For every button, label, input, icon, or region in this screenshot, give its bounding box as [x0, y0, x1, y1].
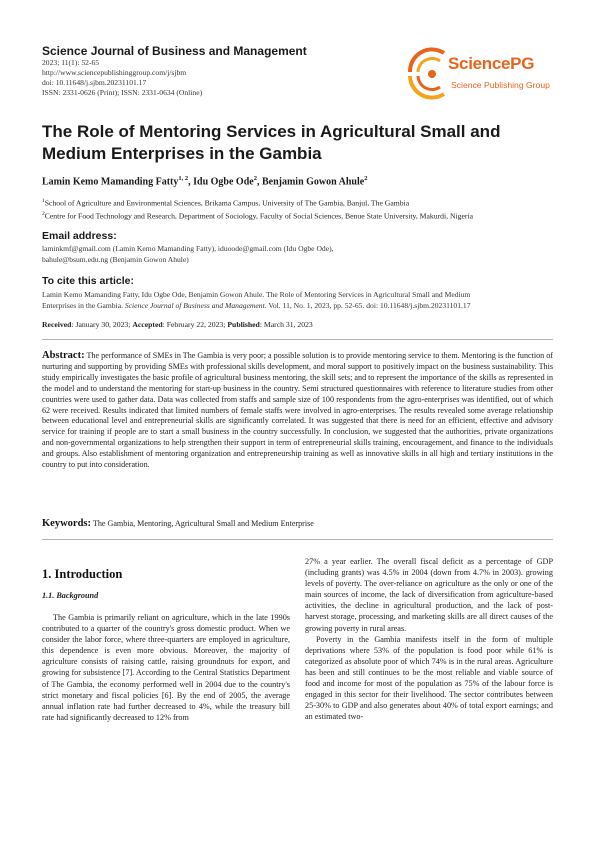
published-date: : March 31, 2023 [259, 320, 313, 329]
article-dates [42, 320, 313, 329]
cite-heading: To cite this article: [42, 275, 134, 287]
section-heading: 1. Introduction [42, 567, 123, 581]
author-list [42, 175, 367, 187]
doi[interactable]: doi: 10.11648/j.sjbm.20231101.17 [42, 78, 147, 87]
author-affiliation-mark: 2 [364, 175, 368, 182]
article-title: The Role of Mentoring Services in Agricultural Small and Medium Enterprises in the Gambia [42, 122, 501, 163]
email-heading: Email address: [42, 230, 117, 242]
accepted-label: Accepted [132, 320, 163, 329]
keywords-label: Keywords: [42, 518, 91, 529]
citation-text: Enterprises in the Gambia. [42, 301, 125, 310]
logo-subtitle: Science Publishing Group [451, 80, 550, 90]
email-line[interactable]: bahule@bsum.edu.ng (Benjamin Gowon Ahule) [42, 255, 189, 264]
paragraph: The Gambia is primarily reliant on agriculture, which in the late 1990s contributed to a quarter of the country's gross domestic product. When we consider the labor force, where three-quarters are employed in agriculture, this dependence is even more obvious. Moreover, the majority of agriculture consists of raising cattle, raising groundnuts for export, and growing for subsistence [7]. According to the Central Statistics Department of The Gambia, the economy performed well in 2004 due to the country's strict monetary and fiscal policies [6]. By the end of 2005, the average annual inflation rate had further decreased to 4%, while the treasury bill rate had significantly decreased to 12% from [42, 613, 290, 722]
paragraph: 27% a year earlier. The overall fiscal deficit as a percentage of GDP (including grants) was 4.5% in 2004 (down from 4.7% in 2003). growing levels of poverty. The over-reliance on agriculture as the only or one of the main sources of income, the lack of diversification from agriculture-based activities, the decline in agricultural production, and the lack of post-harvest storage, processing, and marketing skills are all direct causes of the growing poverty in rural areas. [305, 557, 553, 633]
journal-title: Science Journal of Business and Management [42, 44, 307, 58]
divider [42, 539, 553, 540]
abstract-label: Abstract: [42, 350, 85, 361]
abstract-text: The performance of SMEs in The Gambia is very poor; a possible solution is to provide mentoring service to them. Mentoring is the function of nurturing and supporting by providing SMEs with professional skills development, and moral support to positively impact on the business sustainability. This study empirically investigates the basic profile of agricultural business mentoring, the skill sets; and to represent the importance of the skills as represented in the model and to understand the mentoring for start-up business in the country. Semi structured questionnaires with reference to literature studies from other countries were used to gather data. Data was collected from staffs and sample size of 100 respondents from the agro-enterprises was identified, out of which 62 were received. Results indicated that limited numbers of female staffs were involved in agro-enterprises. The results revealed some average relationship between educational level and entrepreneurial skills are significantly correlated. It was suggested that there is need for an efficient, effective and advisory service for training if people are to start a small business in the country successfully. In conclusion, we suggested that the authorities, private organizations and non-governmental organizations to help strengthen their support in term of entrepreneurial skills training, encouragement, and finance to the individuals and groups. Also establishment of mentoring organization and entrepreneurship training as well as innovative skills in all high and tertiary institutions in the country to put into consideration. [42, 351, 553, 470]
accepted-date: : February 22, 2023; [162, 320, 228, 329]
author-affiliation-mark: 1, 2 [178, 175, 189, 182]
left-column [42, 612, 290, 723]
author-name: Idu Ogbe Ode [193, 176, 254, 188]
received-label: Received [42, 320, 72, 329]
subsection-heading: 1.1. Background [42, 591, 99, 600]
citation-line: Lamin Kemo Mamanding Fatty, Idu Ogbe Ode, Benjamin Gowon Ahule. The Role of Mentoring Services in Agricultural Small and Medium [42, 290, 471, 299]
citation-journal: Science Journal of Business and Management [124, 301, 265, 310]
keywords [42, 518, 314, 529]
keywords-text: The Gambia, Mentoring, Agricultural Small and Medium Enterprise [92, 519, 314, 528]
affiliation-text: Centre for Food Technology and Research, Department of Sociology, Faculty of Social Sciences, Benue State University, Makurdi, Nigeria [44, 211, 474, 221]
received-date: : January 30, 2023; [71, 320, 133, 329]
author-separator: , [188, 176, 194, 188]
author-name: Lamin Kemo Mamanding Fatty [42, 176, 179, 188]
affiliation-mark: 1 [42, 198, 45, 204]
logo-wordmark: SciencePG [448, 54, 535, 73]
email-line[interactable]: laminkmf@gmail.com (Lamin Kemo Mamanding Fatty), iduoode@gmail.com (Idu Ogbe Ode), [42, 244, 334, 253]
issue-info: 2023; 11(1): 52-65 [42, 58, 100, 67]
issn: ISSN: 2331-0626 (Print); ISSN: 2331-0634 (Online) [42, 88, 203, 97]
author-separator: , [256, 176, 262, 188]
affiliation-mark: 2 [42, 211, 45, 217]
citation-line [42, 301, 471, 312]
affiliation-text: School of Agriculture and Environmental Sciences, Brikama Campus, University of The Gambia, Banjul, The Gambia [44, 198, 410, 208]
paragraph: Poverty in the Gambia manifests itself in the form of multiple deprivations where 53% of the population is food poor while 61% is categorized as absolute poor of which 74% is in the rural areas. Agriculture has been and still continues to be the most reliable and viable source of food and income for most of the population as 75% of the labour force is engaged in this sector for their livelihood. The sector contributes between 25-30% to GDP and also generates about 40% of total export earnings; and an estimated two- [305, 634, 553, 722]
author-name: Benjamin Gowon Ahule [261, 176, 365, 188]
author-affiliation-mark: 2 [253, 175, 257, 182]
abstract [42, 351, 553, 471]
published-label: Published [227, 320, 260, 329]
citation-text: . Vol. 11, No. 1, 2023, pp. 52-65. doi: 10.11648/j.sjbm.20231101.17 [264, 301, 471, 310]
affiliation [42, 211, 473, 221]
journal-url[interactable]: http://www.sciencepublishinggroup.com/j/sjbm [42, 68, 187, 77]
affiliation [42, 198, 409, 208]
right-column [305, 556, 553, 722]
divider [42, 339, 553, 340]
